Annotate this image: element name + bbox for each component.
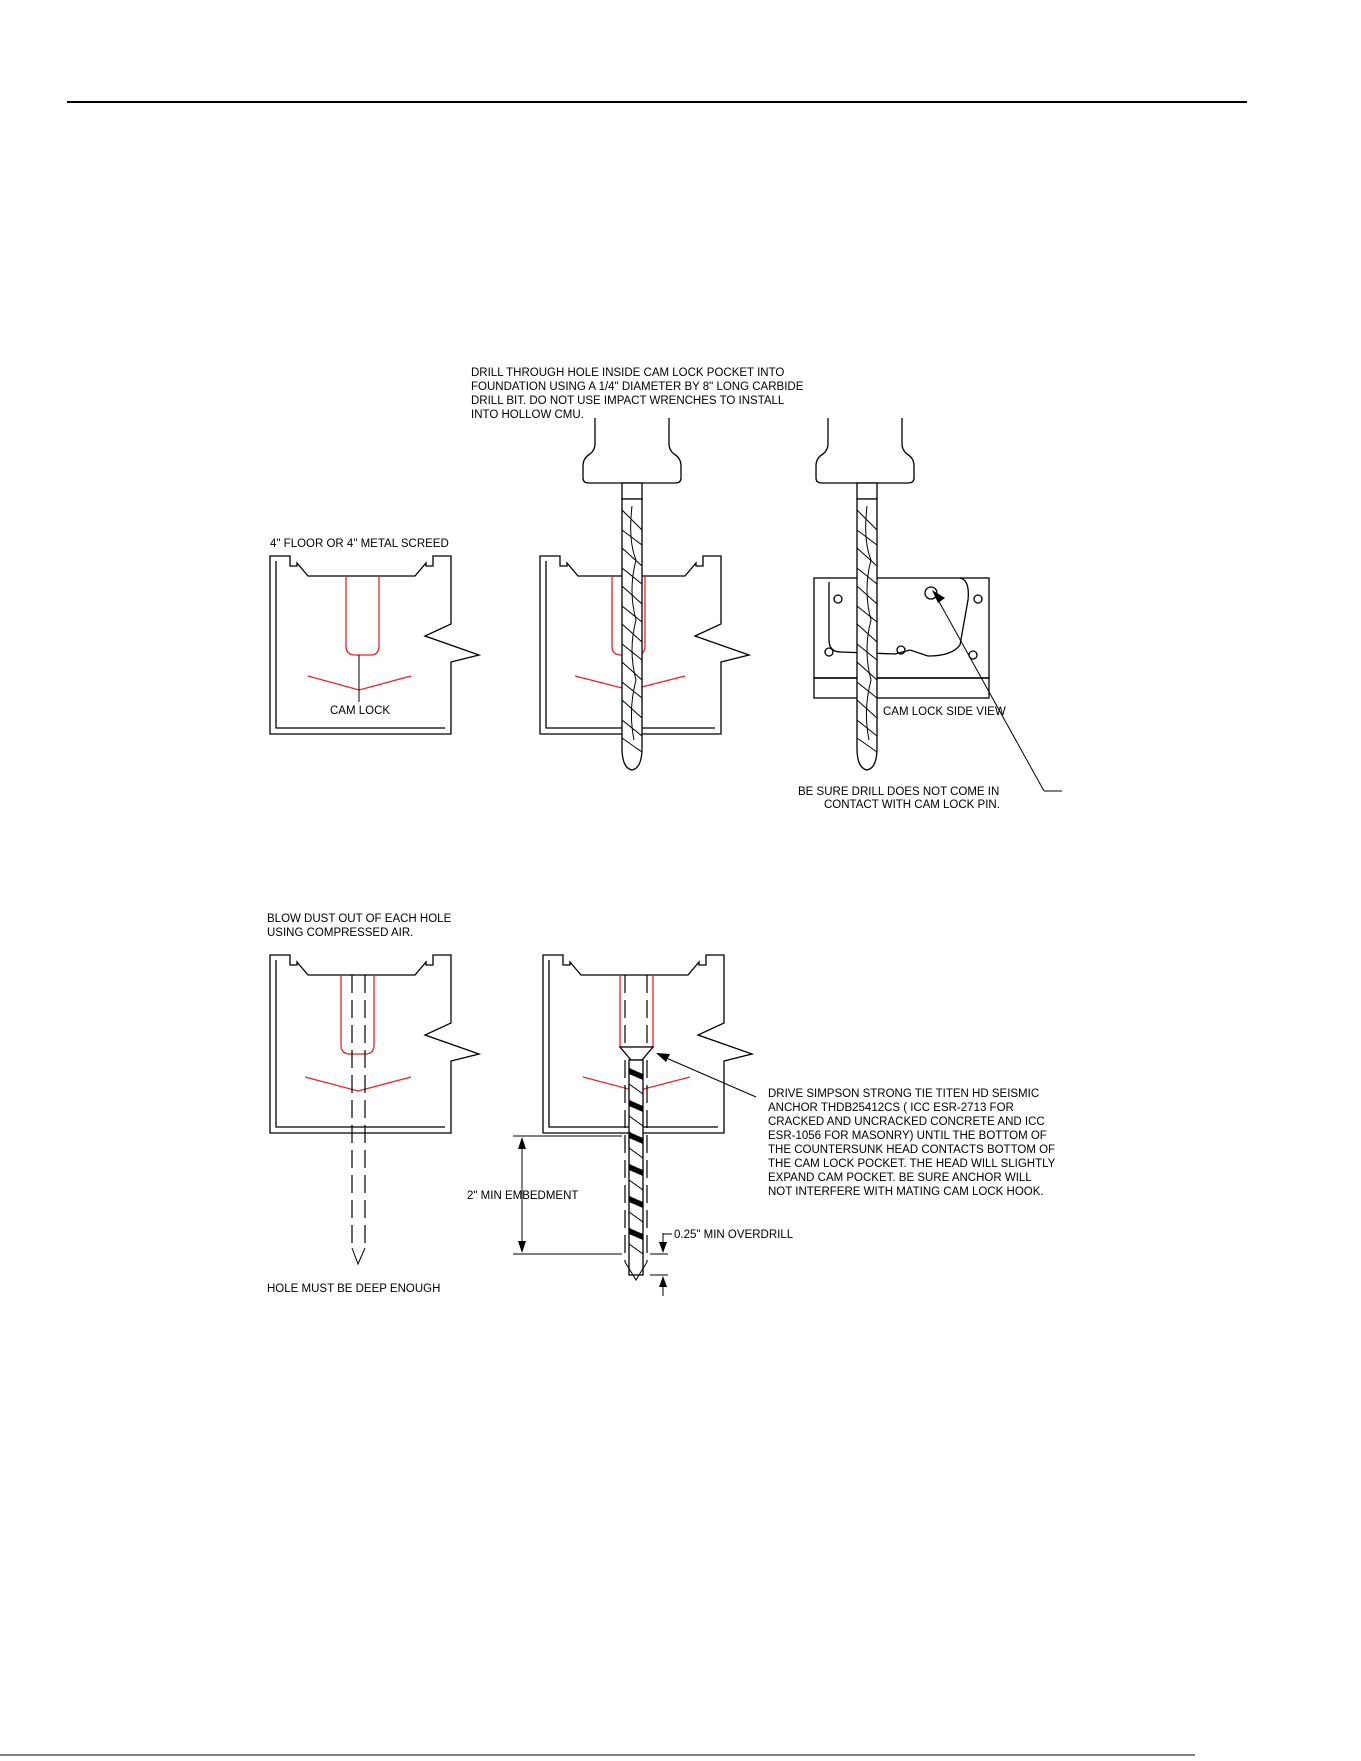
- side-view-label: CAM LOCK SIDE VIEW: [883, 706, 1006, 718]
- cam-lock-label: CAM LOCK: [330, 705, 391, 717]
- pin-warning-line-1: BE SURE DRILL DOES NOT COME IN: [798, 786, 1000, 798]
- anchor-head: [620, 1047, 653, 1060]
- anchor-installed-figure: [467, 955, 794, 1296]
- drilling-figure: [540, 418, 749, 770]
- drill-instruction-line-4: INTO HOLLOW CMU.: [471, 409, 584, 421]
- drill-bit-side: [857, 499, 877, 770]
- anchor-instruction-line-2: ANCHOR THDB25412CS ( ICC ESR-2713 FOR: [768, 1102, 1014, 1114]
- floor-label: 4" FLOOR OR 4" METAL SCREED: [270, 538, 449, 550]
- drill-bit: [622, 499, 642, 770]
- anchor-instruction-line-1: DRIVE SIMPSON STRONG TIE TITEN HD SEISMIC: [768, 1088, 1040, 1100]
- drilled-hole-figure: [267, 955, 479, 1295]
- drill-instruction-line-2: FOUNDATION USING A 1/4" DIAMETER BY 8" LONG CARBIDE: [471, 381, 804, 393]
- embedment-label: 2" MIN EMBEDMENT: [467, 1190, 579, 1202]
- cam-lock-side-view-figure: [798, 418, 1062, 811]
- anchor-instruction-line-3: CRACKED AND UNCRACKED CONCRETE AND ICC: [768, 1116, 1045, 1128]
- blow-dust-line-2: USING COMPRESSED AIR.: [267, 927, 414, 939]
- pin-warning-line-2: CONTACT WITH CAM LOCK PIN.: [824, 799, 1000, 811]
- anchor-screw: [629, 1060, 643, 1275]
- blow-dust-line-1: BLOW DUST OUT OF EACH HOLE: [267, 913, 452, 925]
- pin-arrow-head: [932, 590, 945, 603]
- drill-instruction-line-1: DRILL THROUGH HOLE INSIDE CAM LOCK POCKET INTO: [471, 367, 785, 379]
- hole-depth-label: HOLE MUST BE DEEP ENOUGH: [267, 1283, 441, 1295]
- anchor-instruction-line-4: ESR-1056 FOR MASONRY) UNTIL THE BOTTOM OF: [768, 1130, 1047, 1142]
- anchor-leader: [664, 1057, 756, 1097]
- anchor-instruction-line-6: THE CAM LOCK POCKET. THE HEAD WILL SLIGHTLY: [768, 1158, 1056, 1170]
- anchor-instruction-line-8: NOT INTERFERE WITH MATING CAM LOCK HOOK.: [768, 1186, 1044, 1198]
- drill-instruction-line-3: DRILL BIT. DO NOT USE IMPACT WRENCHES TO INSTALL: [471, 395, 785, 407]
- anchor-instruction-line-7: EXPAND CAM POCKET. BE SURE ANCHOR WILL: [768, 1172, 1032, 1184]
- anchor-instruction-line-5: THE COUNTERSUNK HEAD CONTACTS BOTTOM OF: [768, 1144, 1056, 1156]
- cam-lock-pocket: [346, 576, 379, 655]
- overdrill-label: 0.25" MIN OVERDRILL: [674, 1229, 794, 1241]
- cam-lock-block-figure: [270, 538, 479, 734]
